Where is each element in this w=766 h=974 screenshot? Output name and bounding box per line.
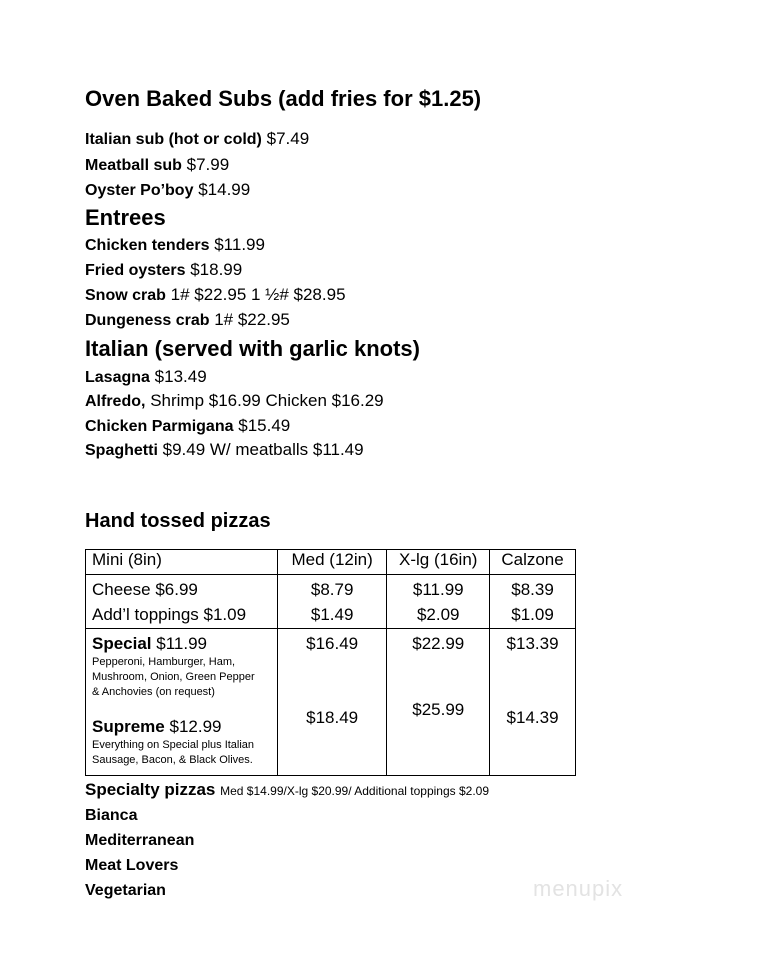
supreme-xlg-price: $25.99 xyxy=(412,700,465,719)
special-xlg-price: $22.99 xyxy=(412,634,465,653)
cheese-med-price: $8.79 xyxy=(310,580,354,599)
italian-item-lasagna: Lasagna $13.49 xyxy=(85,367,207,386)
italian-item-alfredo: Alfredo, Shrimp $16.99 Chicken $16.29 xyxy=(85,391,384,410)
italian-item-parmigana: Chicken Parmigana $15.49 xyxy=(85,416,291,435)
entree-item-tenders: Chicken tenders $11.99 xyxy=(85,235,265,254)
specialty-item: Vegetarian xyxy=(85,882,166,899)
special-calzone-price: $13.39 xyxy=(506,634,559,653)
cheese-label: Cheese $6.99 xyxy=(92,580,198,599)
pizzas-heading: Hand tossed pizzas xyxy=(85,510,271,532)
supreme-calzone-price: $14.39 xyxy=(506,708,559,727)
entrees-heading: Entrees xyxy=(85,205,166,230)
toppings-xlg-price: $2.09 xyxy=(416,605,460,624)
specialty-item: Meat Lovers xyxy=(85,857,179,874)
specialty-item: Bianca xyxy=(85,807,138,824)
sub-item-meatball: Meatball sub $7.99 xyxy=(85,155,230,174)
supreme-med-price: $18.49 xyxy=(306,708,359,727)
cheese-xlg-price: $11.99 xyxy=(412,580,464,599)
toppings-label: Add’l toppings $1.09 xyxy=(92,605,247,624)
entree-item-oysters: Fried oysters $18.99 xyxy=(85,260,243,279)
sub-item-italian: Italian sub (hot or cold) $7.49 xyxy=(85,129,310,148)
table-header-row xyxy=(86,550,576,575)
specialty-item: Mediterranean xyxy=(85,832,195,849)
entree-item-dungeness: Dungeness crab 1# $22.95 xyxy=(85,310,290,329)
special-description: Pepperoni, Hamburger, Ham, Mushroom, Onion, Green Pepper & Anchovies (on request) xyxy=(92,656,255,698)
special-med-price: $16.49 xyxy=(306,634,359,653)
col-header-xlg: X-lg (16in) xyxy=(387,550,490,575)
cheese-calzone-price: $8.39 xyxy=(511,580,554,599)
supreme-title: Supreme $12.99 xyxy=(92,717,222,736)
supreme-description: Everything on Special plus Italian Sausage, Bacon, & Black Olives. xyxy=(92,739,255,766)
col-header-med: Med (12in) xyxy=(277,550,387,575)
pizza-price-table xyxy=(85,549,576,776)
specialty-heading-line: Specialty pizzas Med $14.99/X-lg $20.99/ Additional toppings $2.09 xyxy=(85,780,489,799)
col-header-calzone: Calzone xyxy=(490,550,576,575)
sub-item-oyster: Oyster Po’boy $14.99 xyxy=(85,180,251,199)
toppings-med-price: $1.49 xyxy=(310,605,354,624)
italian-item-spaghetti: Spaghetti $9.49 W/ meatballs $11.49 xyxy=(85,440,364,459)
watermark-logo: menupix xyxy=(533,876,624,901)
italian-heading: Italian (served with garlic knots) xyxy=(85,336,420,361)
entree-item-snowcrab: Snow crab 1# $22.95 1 ½# $28.95 xyxy=(85,285,346,304)
special-title: Special $11.99 xyxy=(92,634,208,653)
table-row xyxy=(86,575,576,629)
subs-heading: Oven Baked Subs (add fries for $1.25) xyxy=(85,86,482,111)
col-header-mini: Mini (8in) xyxy=(86,550,278,575)
toppings-calzone-price: $1.09 xyxy=(511,605,554,624)
table-row xyxy=(86,629,576,776)
